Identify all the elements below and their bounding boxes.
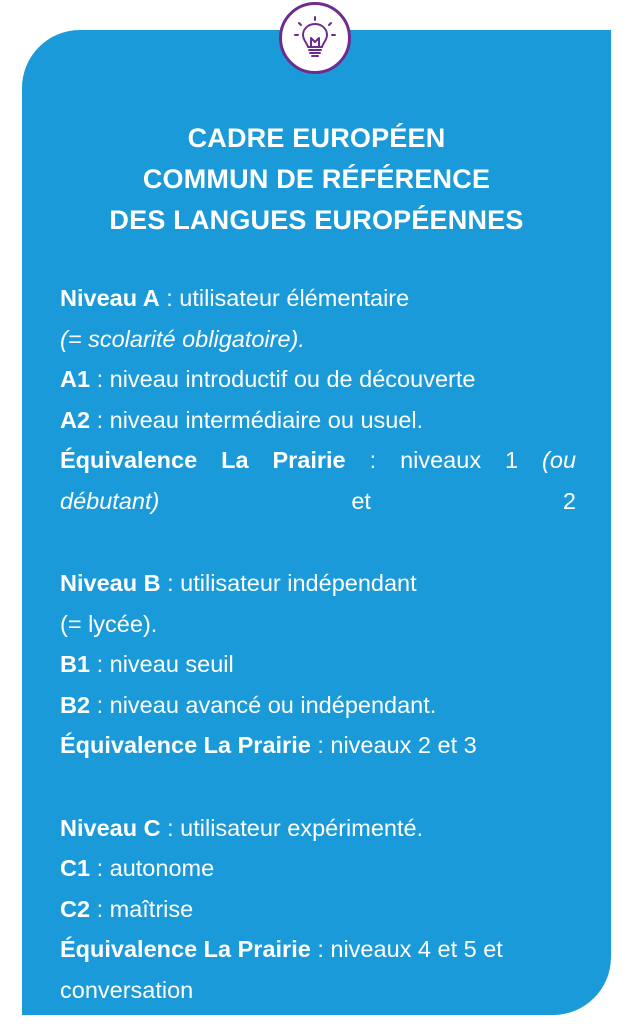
level-a1-code: A1 <box>60 366 91 392</box>
level-a2-code: A2 <box>60 406 91 433</box>
level-a-equiv-label: Équivalence La Prairie <box>60 447 346 473</box>
level-c-equivalence <box>60 929 576 1010</box>
level-a-equivalence <box>60 440 576 521</box>
level-b-equivalence <box>60 725 576 766</box>
level-b1-line <box>60 644 576 685</box>
level-b1-code: B1 <box>60 651 91 677</box>
level-b-note: (= lycée). <box>60 610 158 637</box>
card-title <box>22 118 611 241</box>
level-c2-code: C2 <box>60 895 91 922</box>
level-a-desc: : utilisateur élémentaire <box>159 285 410 311</box>
level-c2-line <box>60 889 576 930</box>
level-c1-desc: : autonome <box>90 855 215 881</box>
title-line-2: COMMUN DE RÉFÉRENCE <box>142 164 491 194</box>
level-a1-line <box>60 359 576 400</box>
levels-content <box>60 278 576 1010</box>
level-b2-line <box>60 685 576 726</box>
lightbulb-badge <box>279 2 351 74</box>
level-b2-desc: : niveau avancé ou indépendant. <box>90 691 437 718</box>
level-b2-code: B2 <box>60 691 91 718</box>
level-a-heading-line <box>60 278 576 319</box>
level-a2-line <box>60 400 576 441</box>
title-line-3: DES LANGUES EUROPÉENNES <box>109 205 524 235</box>
level-c-equiv-label: Équivalence La Prairie <box>60 936 311 962</box>
level-b-equiv-desc: : niveaux 2 et 3 <box>310 732 477 758</box>
level-b-heading: Niveau B <box>60 570 161 596</box>
level-c-equiv-desc: : niveaux 4 et 5 et conversation <box>60 936 503 1003</box>
level-a-note: (= scolarité obligatoire). <box>60 325 305 352</box>
level-c1-line <box>60 848 576 889</box>
level-a1-desc: : niveau introductif ou de découverte <box>90 366 476 392</box>
level-c-desc: : utilisateur expérimenté. <box>160 814 424 841</box>
lightbulb-icon <box>293 16 337 60</box>
level-b1-desc: : niveau seuil <box>90 651 234 677</box>
level-a-equiv-desc: : niveaux 1 <box>345 447 543 473</box>
level-a2-desc: : niveau intermédiaire ou usuel. <box>90 406 424 433</box>
level-b-desc: : utilisateur indépendant <box>160 570 417 596</box>
level-c1-code: C1 <box>60 855 91 881</box>
level-a-heading: Niveau A <box>60 285 160 311</box>
spacer <box>60 521 576 563</box>
level-c-heading: Niveau C <box>60 814 161 841</box>
level-c-heading-line <box>60 808 576 849</box>
spacer <box>60 766 576 808</box>
title-line-1: CADRE EUROPÉEN <box>187 123 446 153</box>
level-c2-desc: : maîtrise <box>90 895 194 922</box>
level-a-equiv-end: et 2 <box>159 487 576 514</box>
level-b-heading-line <box>60 563 576 604</box>
level-a-equiv-italic: (ou débutant) <box>60 447 577 514</box>
level-b-equiv-label: Équivalence La Prairie <box>60 732 311 758</box>
